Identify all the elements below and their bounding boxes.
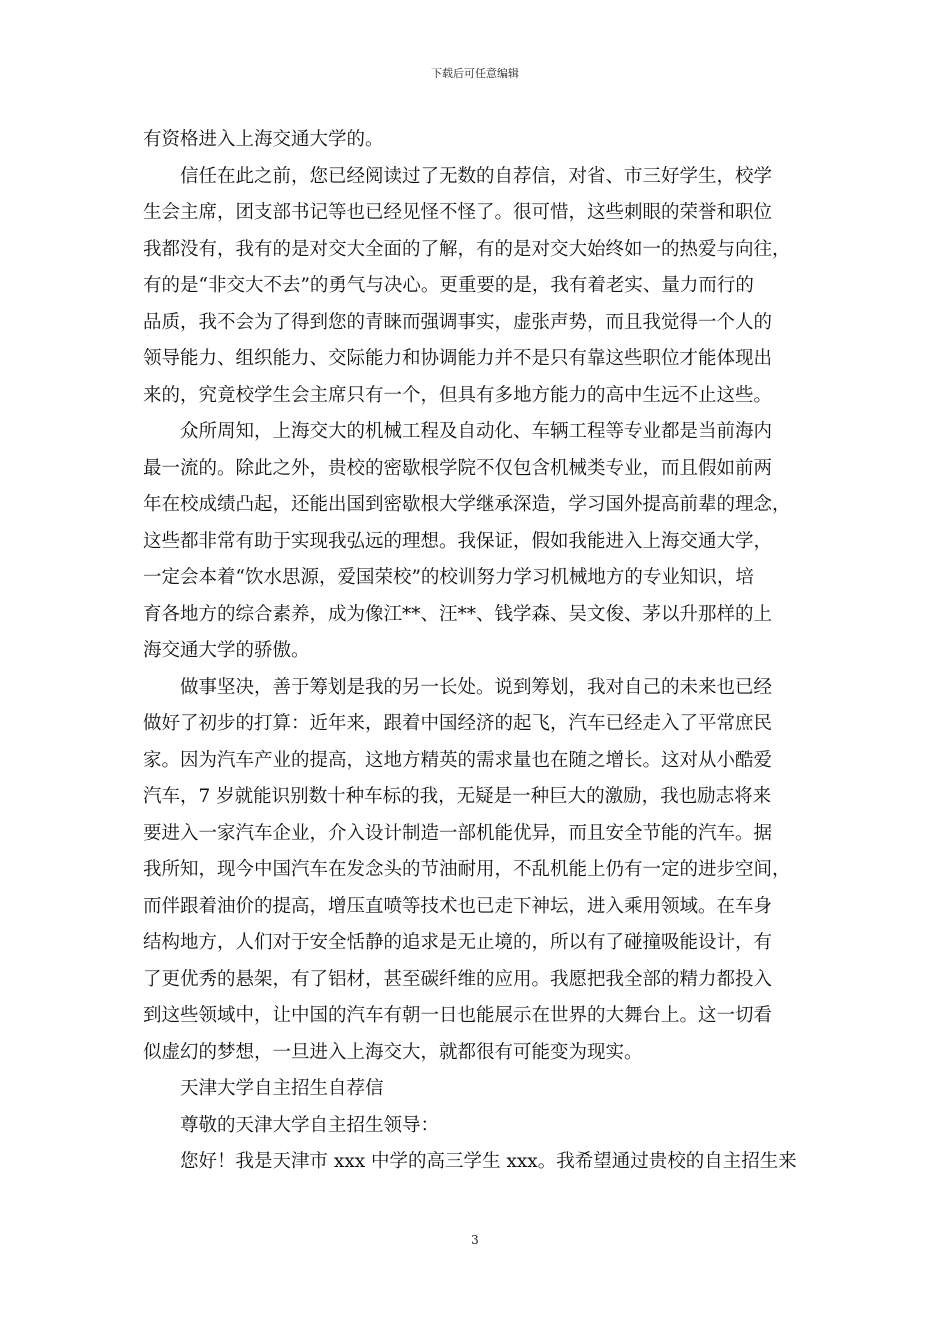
salutation: 尊敬的天津大学自主招生领导： [180, 1114, 440, 1136]
text-line: 家。因为汽车产业的提高，这地方精英的需求量也在随之增长。这对从小酷爱 [143, 749, 773, 771]
text-line: 结构地方，人们对于安全恬静的追求是无止境的，所以有了碰撞吸能设计，有 [143, 932, 773, 953]
text-line: 众所周知，上海交大的机械工程及自动化、车辆工程等专业都是当前海内 [180, 421, 773, 442]
text-line: 一定会本着“饮水思源，爱国荣校”的校训努力学习机械地方的专业知识，培 [143, 567, 754, 588]
text-line: 了更优秀的悬架，有了铝材，甚至碳纤维的应用。我愿把我全部的精力都投入 [143, 968, 773, 990]
text-line: 领导能力、组织能力、交际能力和协调能力并不是只有靠这些职位才能体现出 [143, 348, 773, 369]
page-number: 3 [471, 1233, 479, 1247]
text-line: 有的是“非交大不去”的勇气与决心。更重要的是，我有着老实、量力而行的 [143, 275, 754, 296]
text-line: 我所知，现今中国汽车在发念头的节油耐用，不乱机能上仍有一定的进步空间， [143, 859, 791, 880]
text-line: 信任在此之前，您已经阅读过了无数的自荐信，对省、市三好学生，校学 [180, 165, 773, 187]
text-line: 做好了初步的打算：近年来，跟着中国经济的起飞，汽车已经走入了平常庶民 [143, 713, 773, 734]
text-line: 海交通大学的骄傲。 [143, 640, 310, 661]
text-line: 似虚幻的梦想，一旦进入上海交大，就都很有可能变为现实。 [143, 1041, 643, 1063]
text-line: 要进入一家汽车企业，介入设计制造一部机能优异，而且安全节能的汽车。据 [143, 822, 773, 844]
text-line: 汽车，7 岁就能识别数十种车标的我，无疑是一种巨大的激励，我也励志将来 [143, 786, 772, 807]
section-title: 天津大学自主招生自荐信 [180, 1078, 384, 1099]
text-line: 您好！我是天津市 xxx 中学的高三学生 xxx。我希望通过贵校的自主招生来 [180, 1151, 797, 1172]
text-line: 这些都非常有助于实现我弘远的理想。我保证，假如我能进入上海交通大学， [143, 530, 773, 552]
text-line: 而伴跟着油价的提高，增压直喷等技术也已走下神坛，进入乘用领域。在车身 [143, 895, 773, 917]
page-header-note: 下载后可任意编辑 [431, 67, 519, 80]
text-line: 生会主席，团支部书记等也已经见怪不怪了。很可惜，这些刺眼的荣誉和职位 [143, 202, 773, 223]
text-line: 年在校成绩凸起，还能出国到密歇根大学继承深造，学习国外提高前辈的理念， [143, 494, 791, 515]
text-line: 育各地方的综合素养，成为像江**、汪**、钱学森、吴文俊、茅以升那样的上 [143, 603, 773, 625]
text-line: 我都没有，我有的是对交大全面的了解，有的是对交大始终如一的热爱与向往， [143, 238, 791, 260]
text-line: 有资格进入上海交通大学的。 [143, 129, 384, 150]
document-body [143, 122, 811, 1181]
text-line: 做事坚决，善于筹划是我的另一长处。说到筹划，我对自己的未来也已经 [180, 676, 773, 698]
text-line: 到这些领域中，让中国的汽车有朝一日也能展示在世界的大舞台上。这一切看 [143, 1005, 773, 1026]
text-line: 最一流的。除此之外，贵校的密歇根学院不仅包含机械类专业，而且假如前两 [143, 457, 773, 479]
text-line: 来的，究竟校学生会主席只有一个，但具有多地方能力的高中生远不止这些。 [143, 384, 773, 406]
text-line: 品质，我不会为了得到您的青睐而强调事实，虚张声势，而且我觉得一个人的 [143, 311, 773, 333]
